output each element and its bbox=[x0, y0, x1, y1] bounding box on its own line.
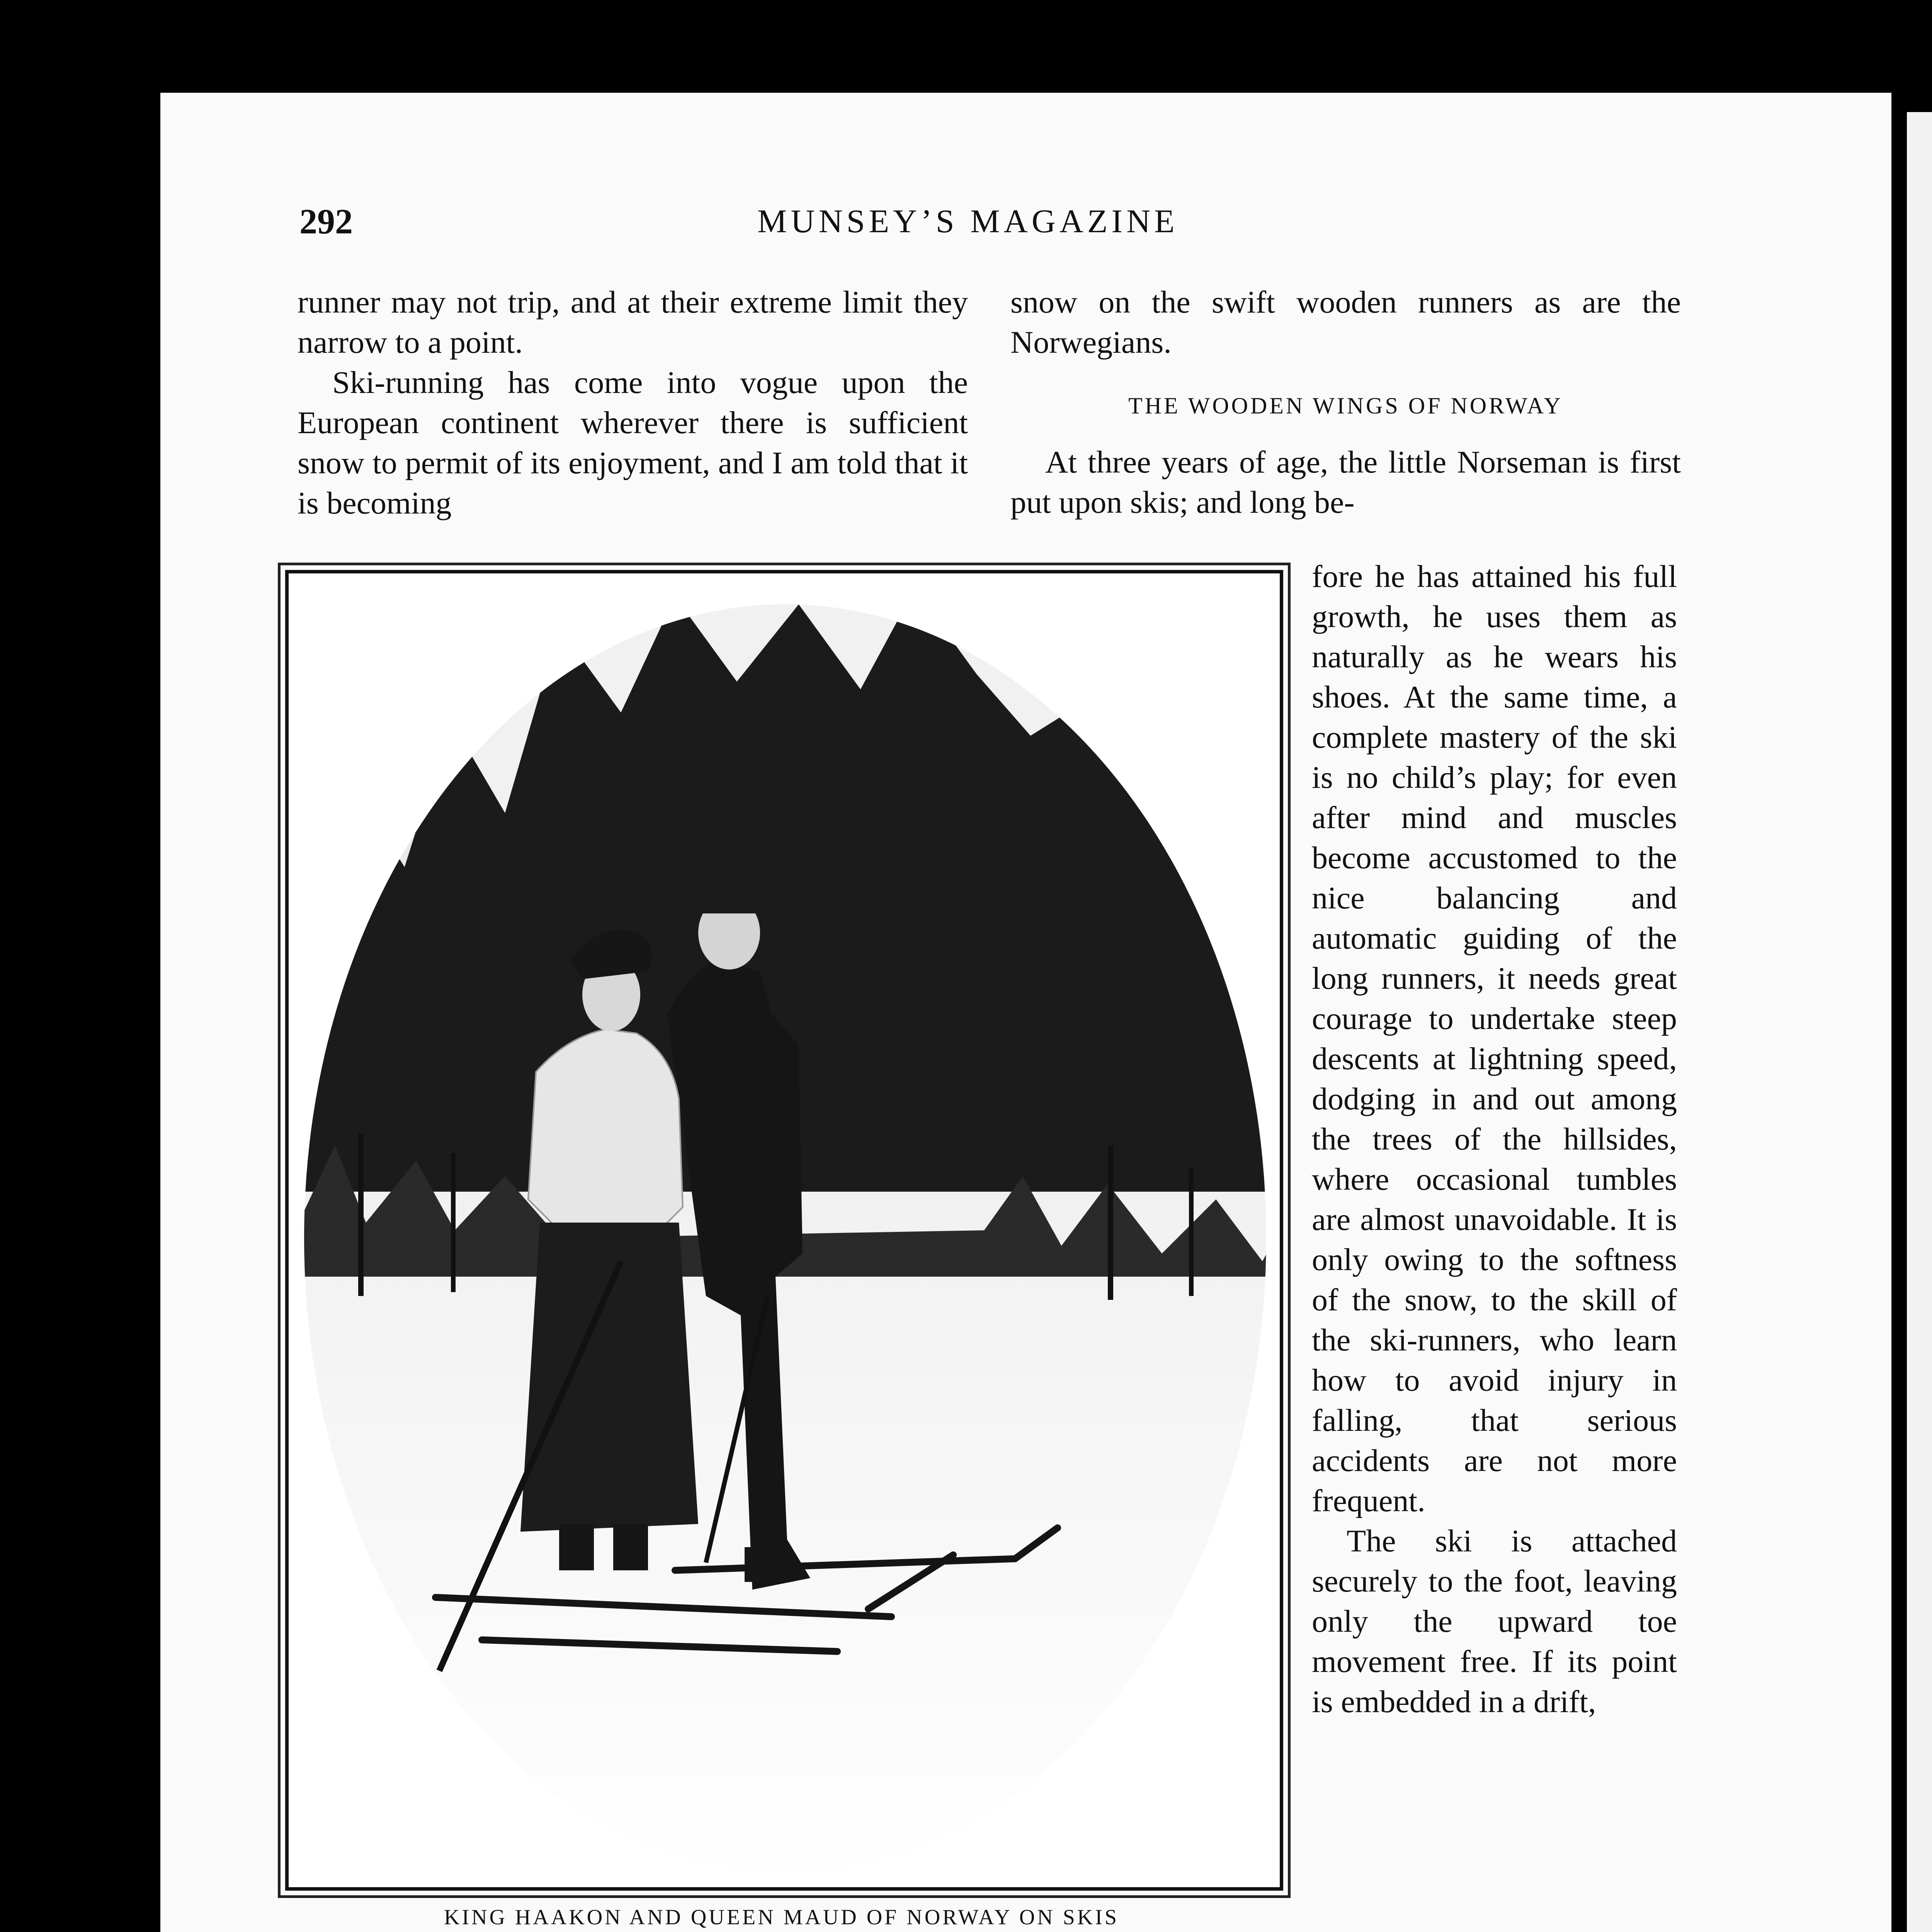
photo-illustration bbox=[289, 573, 1280, 1887]
left-column-top bbox=[298, 282, 968, 523]
paragraph: At three years of age, the little Norseman is first put upon skis; and long be- bbox=[1010, 444, 1681, 520]
paragraph: runner may not trip, and at their extreme limit they narrow to a point. bbox=[298, 284, 968, 360]
section-subhead: THE WOODEN WINGS OF NORWAY bbox=[1128, 393, 1563, 418]
page-number: 292 bbox=[299, 202, 353, 241]
paragraph: snow on the swift wooden runners as are the Norwegians. bbox=[1010, 284, 1681, 360]
next-page-edge bbox=[1907, 112, 1932, 1932]
photo-caption: KING HAAKON AND QUEEN MAUD OF NORWAY ON SKIS bbox=[444, 1905, 1119, 1929]
photo-king-haakon-queen-maud bbox=[285, 570, 1283, 1891]
paragraph: fore he has attained his full growth, he uses them as naturally as he wears his shoes. At the same time, a complete mastery of the ski is no child’s play; for even after mind and muscles become accustomed to the nice balancing and automatic guiding of the long runners, it needs great courage to undertake steep descents at lightning speed, dodging in and out among the trees of the hillsides, where occasional tumbles are almost unavoidable. It is only owing to the softness of the snow, to the skill of the ski-runners, who learn how to avoid injury in falling, that serious accidents are not more frequent. bbox=[1312, 559, 1677, 1518]
paragraph: Ski-running has come into vogue upon the European continent wherever there is sufficient snow to permit of its enjoyment, and I am told that it is becoming bbox=[298, 365, 968, 520]
right-column-top bbox=[1010, 282, 1681, 522]
paragraph: The ski is attached securely to the foot, leaving only the upward toe movement free. If its point is embedded in a drift, bbox=[1312, 1523, 1677, 1719]
narrow-column bbox=[1312, 556, 1677, 1722]
magazine-title: MUNSEY’S MAGAZINE bbox=[757, 202, 1179, 240]
